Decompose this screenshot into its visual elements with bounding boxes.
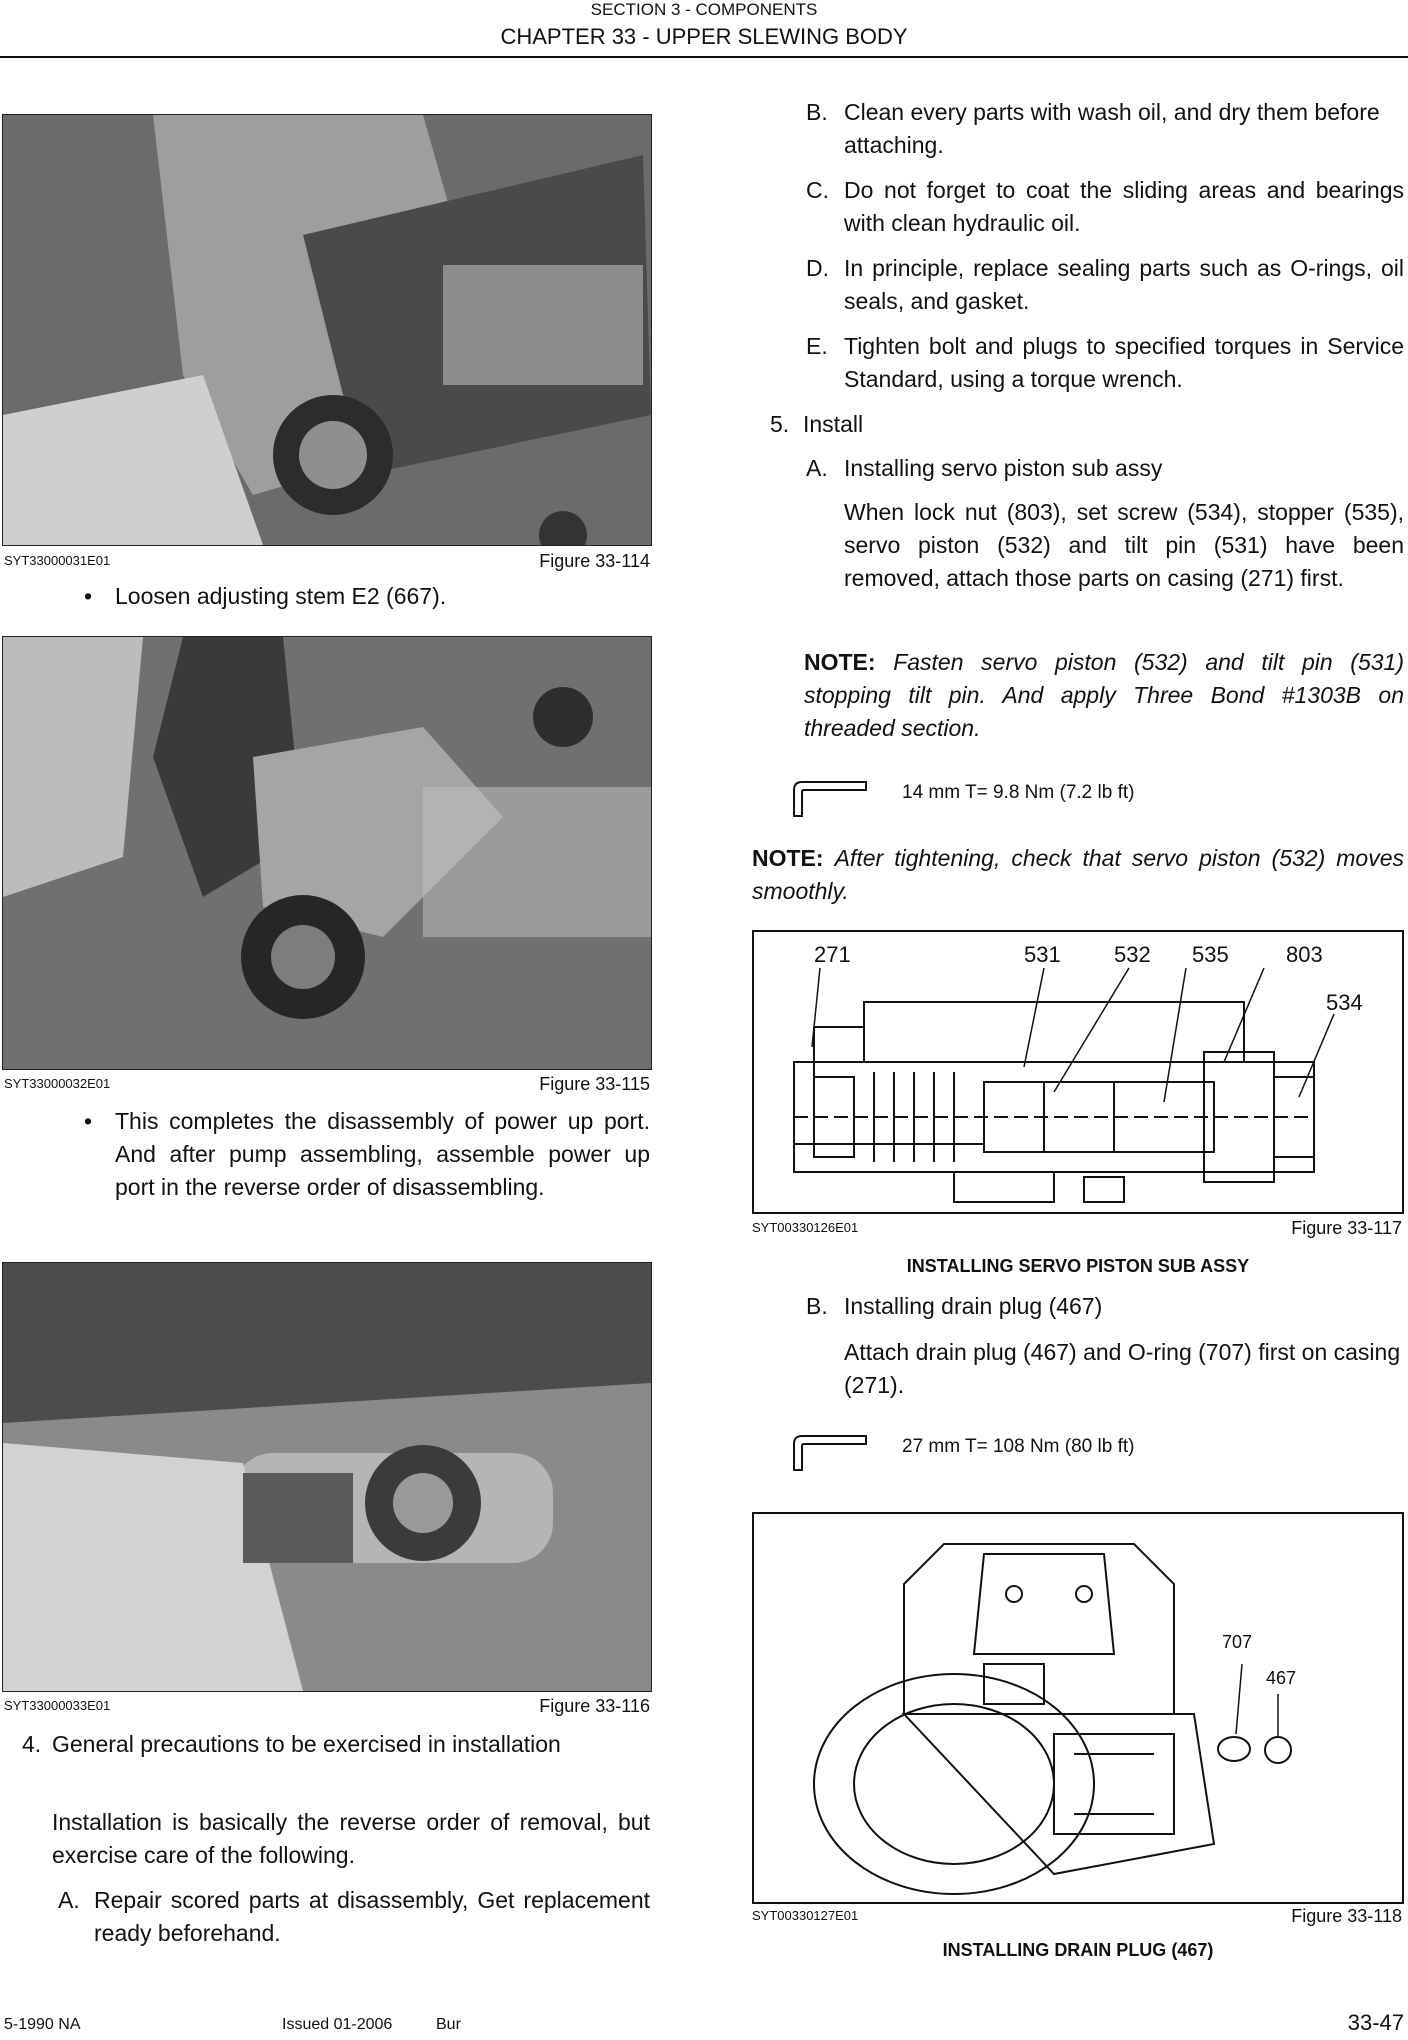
callout-467: 467 [1266, 1668, 1297, 1688]
step-A-letter: A. [58, 1887, 80, 1913]
step-E-letter: E. [806, 333, 828, 359]
note-label: NOTE: [804, 649, 876, 675]
step-D-letter: D. [806, 255, 829, 281]
step-5B-title: Installing drain plug (467) [844, 1293, 1103, 1319]
allen-wrench-icon [790, 778, 870, 822]
step-A-text: Repair scored parts at disassembly, Get replacement ready beforehand. [94, 1887, 650, 1946]
torque-spec-14mm: 14 mm T= 9.8 Nm (7.2 lb ft) [902, 782, 1135, 803]
bullet-loosen-stem: Loosen adjusting stem E2 (667). [115, 583, 447, 609]
step-5-number: 5. [770, 411, 790, 437]
bullet-dot: • [84, 583, 93, 609]
step-4-title: General precautions to be exercised in installation [52, 1731, 561, 1757]
fig118-title: INSTALLING DRAIN PLUG (467) [942, 1940, 1214, 1960]
photo-figure-33-116 [2, 1262, 652, 1692]
note-text: After tightening, check that servo piston (532) moves smoothly. [752, 845, 1404, 904]
fig115-label: Figure 33-115 [539, 1074, 650, 1094]
allen-wrench-icon [790, 1432, 870, 1476]
fig117-code: SYT00330126E01 [752, 1220, 859, 1235]
step-5-title: Install [803, 411, 864, 437]
fig117-label: Figure 33-117 [1291, 1218, 1402, 1238]
fig116-code: SYT33000033E01 [4, 1698, 111, 1713]
step-C-letter: C. [806, 177, 829, 203]
note-check-servo [752, 842, 1404, 908]
callout-532: 532 [1114, 942, 1151, 967]
callout-534: 534 [1326, 990, 1363, 1015]
step-4-number: 4. [22, 1731, 42, 1757]
diagram-figure-33-117 [752, 930, 1404, 1214]
bullet-dot: • [84, 1108, 93, 1134]
step-4-body: Installation is basically the reverse order of removal, but exercise care of the following. [52, 1809, 650, 1868]
note-text: Fasten servo piston (532) and tilt pin (531) stopping tilt pin. And apply Three Bond #1303B on threaded section. [804, 649, 1404, 741]
step-5A-title: Installing servo piston sub assy [844, 455, 1163, 481]
page-number: 33-47 [1347, 2010, 1404, 2035]
callout-271: 271 [814, 942, 851, 967]
step-5B-body: Attach drain plug (467) and O-ring (707) first on casing (271). [844, 1339, 1401, 1398]
chapter-header: CHAPTER 33 - UPPER SLEWING BODY [500, 24, 908, 49]
photo-figure-33-115 [2, 636, 652, 1070]
footer-doc-number: 5-1990 NA [4, 2016, 81, 2033]
callout-535: 535 [1192, 942, 1229, 967]
bullet-completes-disassembly: This completes the disassembly of power up port. And after pump assembling, assemble power up port in the reverse order of disassembling. [115, 1108, 650, 1200]
note-label: NOTE: [752, 845, 824, 871]
fig115-code: SYT33000032E01 [4, 1076, 111, 1091]
fig118-code: SYT00330127E01 [752, 1908, 859, 1923]
photo-figure-33-114 [2, 114, 652, 546]
fig117-title: INSTALLING SERVO PISTON SUB ASSY [906, 1256, 1250, 1276]
note-fasten-servo [804, 646, 1404, 745]
section-header: SECTION 3 - COMPONENTS [590, 0, 818, 19]
fig114-code: SYT33000031E01 [4, 553, 111, 568]
callout-707: 707 [1222, 1632, 1253, 1652]
step-5A-letter: A. [806, 455, 828, 481]
step-D-text: In principle, replace sealing parts such as O-rings, oil seals, and gasket. [844, 255, 1404, 314]
callout-531: 531 [1024, 942, 1061, 967]
step-B-letter: B. [806, 99, 828, 125]
fig118-label: Figure 33-118 [1291, 1906, 1402, 1926]
footer-bur: Bur [436, 2016, 461, 2033]
step-B-text: Clean every parts with wash oil, and dry them before attaching. [844, 99, 1380, 158]
step-5A-body: When lock nut (803), set screw (534), stopper (535), servo piston (532) and tilt pin (531) have been removed, attach those parts on casing (271) first. [844, 499, 1404, 591]
torque-spec-27mm: 27 mm T= 108 Nm (80 lb ft) [902, 1436, 1135, 1457]
footer-issued: Issued 01-2006 [282, 2016, 393, 2033]
step-C-text: Do not forget to coat the sliding areas and bearings with clean hydraulic oil. [844, 177, 1404, 236]
fig116-label: Figure 33-116 [539, 1696, 650, 1716]
fig114-label: Figure 33-114 [539, 551, 650, 571]
step-E-text: Tighten bolt and plugs to specified torques in Service Standard, using a torque wrench. [844, 333, 1404, 392]
callout-803: 803 [1286, 942, 1323, 967]
header-rule [0, 56, 1408, 58]
step-5B-letter: B. [806, 1293, 828, 1319]
diagram-figure-33-118 [752, 1512, 1404, 1904]
